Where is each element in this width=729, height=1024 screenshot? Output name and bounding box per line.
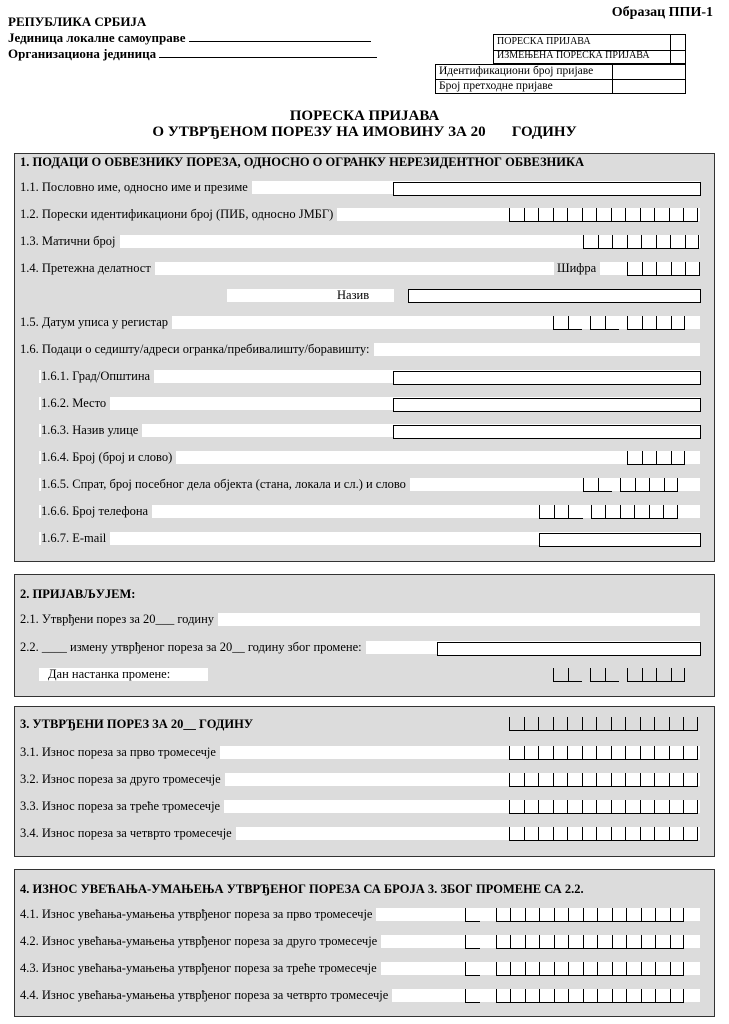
determined-tax-cells[interactable]: [509, 717, 698, 731]
section-2-title: 2. ПРИЈАВЉУЈЕМ:: [20, 587, 136, 601]
row-4-3-label: 4.3. Износ увећања-умањења утврђеног пореза за треће тромесечје: [20, 962, 381, 975]
q4-change-cells[interactable]: [465, 989, 684, 1003]
row-3-4-label: 3.4. Износ пореза за четврто тромесечје: [20, 827, 236, 840]
activity-name-label: Назив: [337, 289, 373, 302]
row-1-5-label: 1.5. Датум уписа у регистар: [20, 316, 172, 329]
email-input[interactable]: [539, 533, 701, 547]
activity-name-input[interactable]: [408, 289, 701, 303]
prev-number-field[interactable]: [613, 80, 685, 94]
amended-return-checkbox[interactable]: [671, 49, 685, 64]
activity-code-cells[interactable]: [627, 262, 700, 276]
row-1-6-3-label: 1.6.3. Назив улице: [41, 424, 142, 437]
row-2-2-label: 2.2. ____ измену утврђеног пореза за 20__ годину због промене:: [20, 641, 366, 654]
change-date-cells[interactable]: [553, 668, 685, 682]
section-3: [14, 706, 715, 857]
section-1-title: 1. ПОДАЦИ О ОБВЕЗНИКУ ПОРЕЗА, ОДНОСНО О ОГРАНКУ НЕРЕЗИДЕНТНОГ ОБВЕЗНИКА: [20, 155, 585, 169]
return-type-table: [493, 34, 686, 50]
local-unit-field[interactable]: [189, 30, 371, 42]
row-1-3-label: 1.3. Матични број: [20, 235, 120, 248]
form-code: Образац ППИ-1: [611, 5, 713, 20]
id-number-field[interactable]: [613, 65, 685, 79]
row-4-2-label: 4.2. Износ увећања-умањења утврђеног пореза за друго тромесечје: [20, 935, 381, 948]
street-number-cells[interactable]: [627, 451, 685, 465]
section-3-title: 3. УТВРЂЕНИ ПОРЕЗ ЗА 20__ ГОДИНУ: [20, 717, 254, 731]
section-1: [14, 153, 715, 562]
prev-number-label: Број претходне пријаве: [436, 80, 613, 94]
floor-unit-cells[interactable]: [583, 478, 678, 492]
org-unit-label: Организациона јединица: [8, 46, 157, 61]
city-input[interactable]: [393, 371, 701, 385]
row-1-2-label: 1.2. Порески идентификациони број (ПИБ, односно ЈМБГ): [20, 208, 337, 221]
place-input[interactable]: [393, 398, 701, 412]
row-1-6-2-label: 1.6.2. Место: [41, 397, 110, 410]
row-3-1-label: 3.1. Износ пореза за прво тромесечје: [20, 746, 220, 759]
q4-tax-cells[interactable]: [509, 827, 698, 841]
q2-tax-cells[interactable]: [509, 773, 698, 787]
row-2-1-label: 2.1. Утврђени порез за 20___ годину: [20, 613, 218, 626]
section-4-title: 4. ИЗНОС УВЕЋАЊА-УМАЊЕЊА УТВРЂЕНОГ ПОРЕЗА СА БРОЈА 3. ЗБОГ ПРОМЕНЕ СА 2.2.: [20, 882, 584, 896]
id-table: [435, 64, 686, 94]
row-3-3-label: 3.3. Износ пореза за треће тромесечје: [20, 800, 224, 813]
change-reason-input[interactable]: [437, 642, 701, 656]
registration-number-cells[interactable]: [583, 235, 699, 249]
row-1-6-6-label: 1.6.6. Број телефона: [41, 505, 152, 518]
row-1-6-1-label: 1.6.1. Град/Општина: [41, 370, 154, 383]
local-unit-row: [8, 30, 377, 46]
row-1-4-label: 1.4. Претежна делатност: [20, 262, 155, 275]
row-4-4-label: 4.4. Износ увећања-умањења утврђеног пореза за четврто тромесечје: [20, 989, 392, 1002]
row-1-1-label: 1.1. Пословно име, односно име и презиме: [20, 181, 252, 194]
activity-code-label: Шифра: [554, 262, 600, 275]
country-label: РЕПУБЛИКА СРБИЈА: [8, 14, 147, 29]
row-1-6-7-label: 1.6.7. E-mail: [41, 532, 110, 545]
registration-date-cells[interactable]: [553, 316, 685, 330]
header-block: [8, 14, 377, 62]
change-date-label: Дан настанка промене:: [48, 667, 171, 681]
q3-tax-cells[interactable]: [509, 800, 698, 814]
row-1-6-4-label: 1.6.4. Број (број и слово): [41, 451, 176, 464]
org-unit-row: [8, 46, 377, 62]
org-unit-field[interactable]: [159, 46, 377, 58]
id-number-label: Идентификациони број пријаве: [436, 65, 613, 79]
q1-change-cells[interactable]: [465, 908, 684, 922]
amended-row: [493, 49, 686, 64]
section-4: [14, 869, 715, 1017]
q1-tax-cells[interactable]: [509, 746, 698, 760]
local-unit-label: Јединица локалне самоуправе: [8, 30, 186, 45]
tax-return-checkbox[interactable]: [671, 35, 685, 50]
q3-change-cells[interactable]: [465, 962, 684, 976]
business-name-input[interactable]: [393, 182, 701, 196]
pib-cells[interactable]: [509, 208, 698, 222]
page-subtitle: О УТВРЂЕНОМ ПОРЕЗУ НА ИМОВИНУ ЗА 20 ГОДИНУ: [152, 124, 577, 140]
street-input[interactable]: [393, 425, 701, 439]
row-4-1-label: 4.1. Износ увећања-умањења утврђеног пореза за прво тромесечје: [20, 908, 376, 921]
tax-return-label: ПОРЕСКА ПРИЈАВА: [494, 35, 671, 50]
section-2: [14, 574, 715, 697]
q2-change-cells[interactable]: [465, 935, 684, 949]
page-title: ПОРЕСКА ПРИЈАВА: [289, 108, 440, 124]
row-1-6-5-label: 1.6.5. Спрат, број посебног дела објекта (стана, локала и сл.) и слово: [41, 478, 410, 491]
row-1-6-label: 1.6. Подаци о седишту/адреси огранка/пребивалишту/боравишту:: [20, 343, 374, 356]
amended-return-label: ИЗМЕЊЕНА ПОРЕСКА ПРИЈАВА: [494, 49, 671, 64]
phone-cells[interactable]: [539, 505, 678, 519]
row-3-2-label: 3.2. Износ пореза за друго тромесечје: [20, 773, 225, 786]
